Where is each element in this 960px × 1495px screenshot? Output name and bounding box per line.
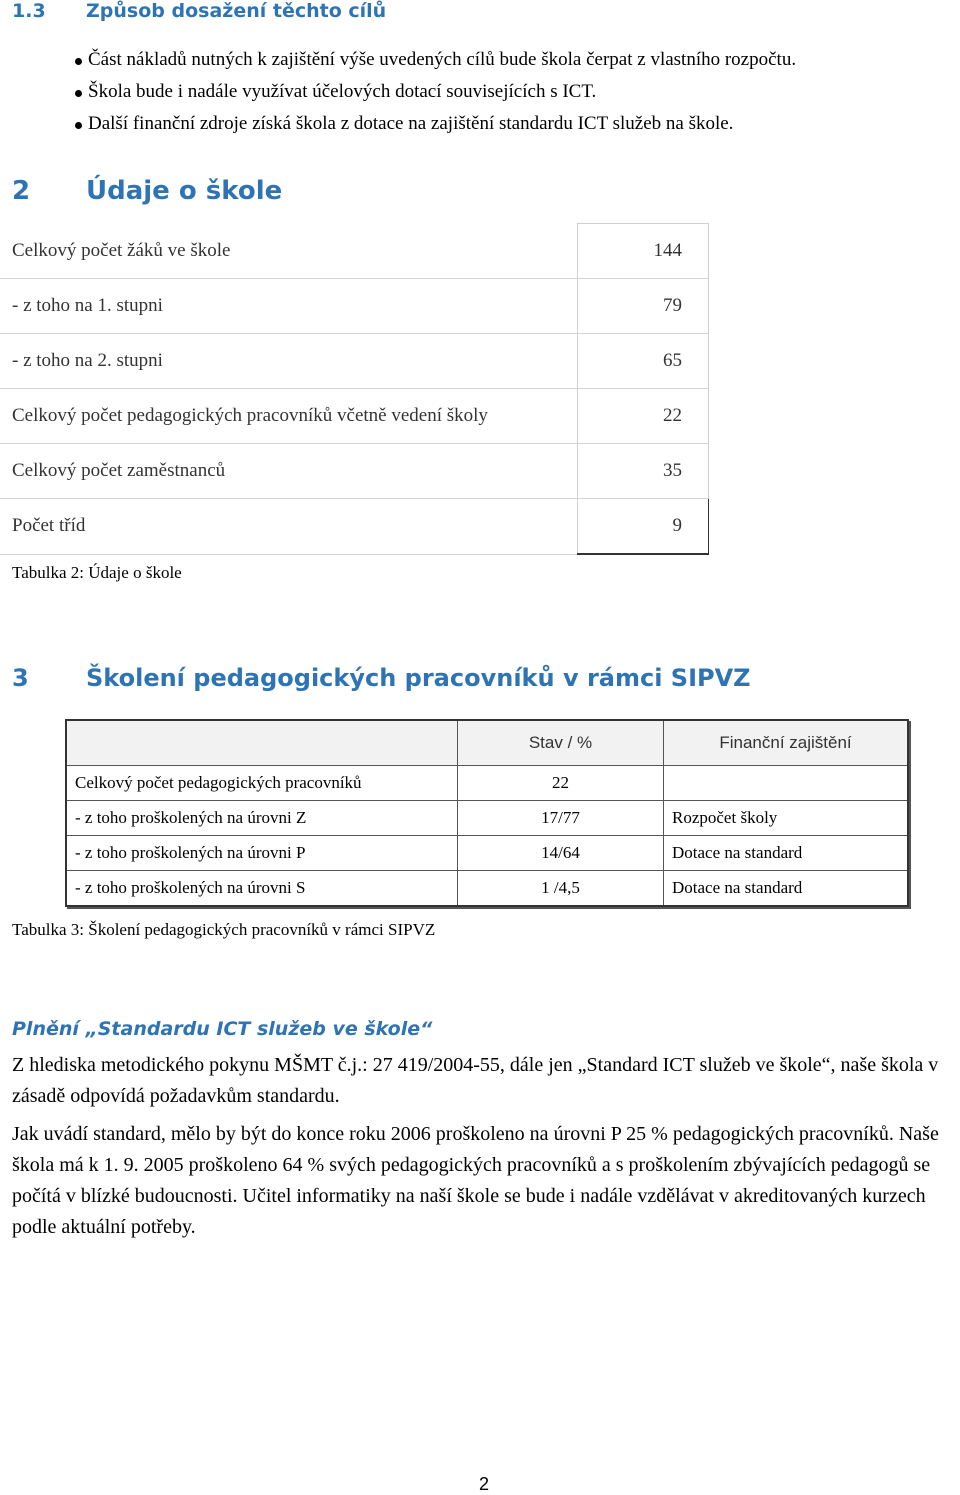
row-value: 79 [578, 279, 709, 334]
bullet-dot-icon [75, 58, 82, 65]
row-label: - z toho na 2. stupni [12, 350, 163, 371]
row-status: 14/64 [458, 836, 664, 871]
training-table [65, 719, 909, 907]
table-row [0, 334, 709, 389]
table-caption: Tabulka 3: Školení pedagogických pracovníků v rámci SIPVZ [12, 920, 436, 939]
section-title: Údaje o škole [86, 176, 283, 206]
row-status: 17/77 [458, 801, 664, 836]
bullet-item: Škola bude i nadále využívat účelových dotací souvisejících s ICT. [0, 76, 796, 108]
section-title: Způsob dosažení těchto cílů [86, 0, 387, 22]
row-funding: Rozpočet školy [664, 801, 909, 836]
table-row [0, 279, 709, 334]
row-value: 65 [578, 334, 709, 389]
table-header-row [66, 720, 908, 766]
section-heading-3 [12, 664, 751, 692]
bullet-list [0, 44, 796, 140]
row-label: - z toho proškolených na úrovni P [66, 836, 458, 871]
paragraph: Z hlediska metodického pokynu MŠMT č.j.: 27 419/2004-55, dále jen „Standard ICT služeb ve škole“, naše škola v zásadě odpovídá požadavkům standardu. [12, 1054, 939, 1107]
row-value: 9 [578, 499, 709, 555]
header-cell: Finanční zajištění [664, 720, 909, 766]
section-heading-2 [12, 176, 282, 206]
table-caption: Tabulka 2: Údaje o škole [12, 563, 182, 582]
row-value: 144 [578, 224, 709, 279]
row-status: 22 [458, 766, 664, 801]
bullet-item: Část nákladů nutných k zajištění výše uvedených cílů bude škola čerpat z vlastního rozpočtu. [0, 44, 796, 76]
row-funding [664, 766, 909, 801]
section-heading-1-3 [12, 0, 386, 22]
row-value: 22 [578, 389, 709, 444]
row-funding: Dotace na standard [664, 836, 909, 871]
row-label: Celkový počet pedagogických pracovníků včetně vedení školy [12, 405, 488, 426]
row-value: 35 [578, 444, 709, 499]
paragraph: Jak uvádí standard, mělo by být do konce roku 2006 proškoleno na úrovni P 25 % pedagogických pracovníků. Naše škola má k 1. 9. 2005 proškoleno 64 % svých pedagogických pracovníků a s proškolením zbývajících pedagogů se počítá v blízké budoucnosti. Učitel informatiky na naší škole se bude i nadále vzdělávat v akreditovaných kurzech podle aktuální potřeby. [12, 1123, 939, 1238]
table-row [0, 444, 709, 499]
section-number: 2 [12, 176, 31, 206]
section-title: Školení pedagogických pracovníků v rámci SIPVZ [86, 664, 751, 692]
table-row [66, 871, 908, 907]
row-label: Počet tříd [12, 515, 86, 537]
table-row [66, 766, 908, 801]
row-label: Celkový počet žáků ve škole [12, 239, 231, 261]
row-label: - z toho na 1. stupni [12, 295, 163, 316]
subsection-title: Plnění „Standardu ICT služeb ve škole“ [12, 1018, 433, 1040]
table-row [0, 389, 709, 444]
page-number: 2 [479, 1474, 490, 1494]
row-label: - z toho proškolených na úrovni Z [66, 801, 458, 836]
bullet-item: Další finanční zdroje získá škola z dotace na zajištění standardu ICT služeb na škole. [0, 108, 796, 140]
section-number: 1.3 [12, 0, 46, 22]
section-number: 3 [12, 664, 29, 692]
school-data-table [0, 223, 709, 555]
table-row [0, 499, 709, 555]
row-label: Celkový počet pedagogických pracovníků [66, 766, 458, 801]
header-cell: Stav / % [458, 720, 664, 766]
row-label: - z toho proškolených na úrovni S [66, 871, 458, 907]
row-label: Celkový počet zaměstnanců [12, 460, 226, 481]
header-cell [66, 720, 458, 766]
bullet-dot-icon [75, 90, 82, 97]
row-funding: Dotace na standard [664, 871, 909, 907]
bullet-dot-icon [75, 122, 82, 129]
table-row [66, 836, 908, 871]
table-row [66, 801, 908, 836]
table-row [0, 224, 709, 279]
row-status: 1 /4,5 [458, 871, 664, 907]
